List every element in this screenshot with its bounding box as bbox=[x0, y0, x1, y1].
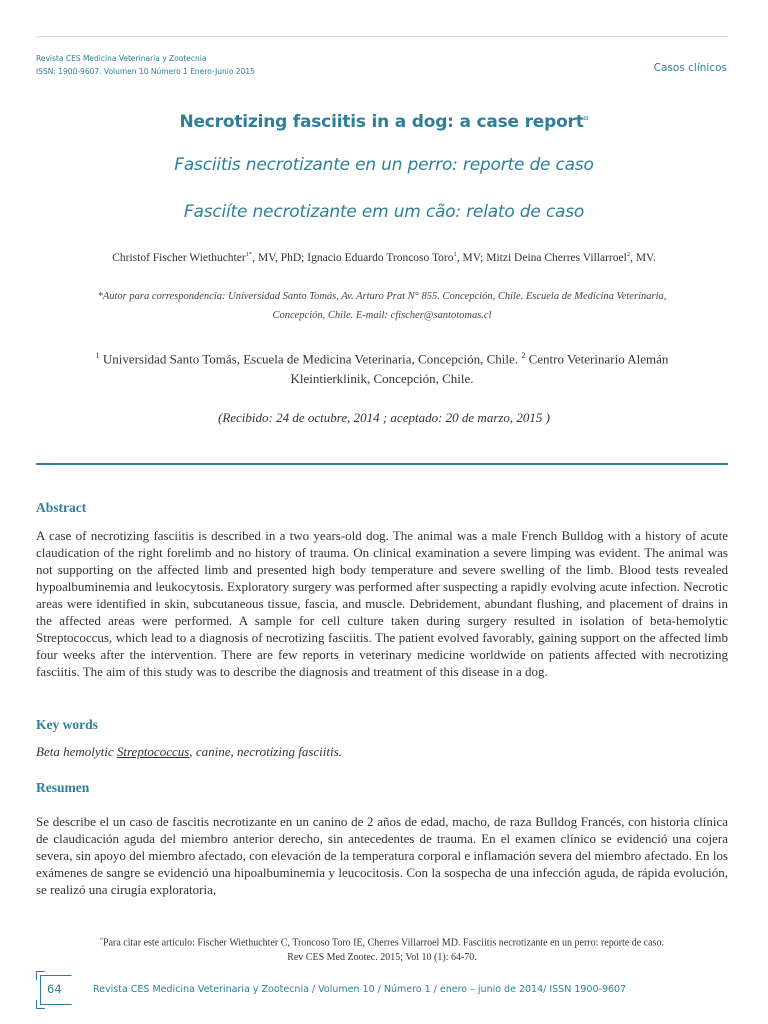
keyword-text: , canine, necrotizing fasciitis. bbox=[189, 744, 342, 759]
resumen-heading: Resumen bbox=[36, 780, 90, 795]
citation-mark: ¤ bbox=[100, 937, 104, 943]
citation-text: Para citar este artículo: Fischer Wiethuchter C, Troncoso Toro IE, Cherres Villarroel MD. Fasciitis necrotizante en un perro: reporte de caso. bbox=[103, 937, 664, 949]
page-number: 64 bbox=[47, 982, 62, 996]
header-rule bbox=[36, 36, 728, 37]
author-name: Christof Fischer Wiethuchter bbox=[112, 251, 246, 264]
affiliations bbox=[36, 346, 728, 389]
citation-note bbox=[36, 933, 728, 965]
affil-mark: 2 bbox=[521, 351, 526, 360]
affiliation-text: Universidad Santo Tomás, Escuela de Medicina Veterinaria, Concepción, Chile. bbox=[99, 351, 522, 367]
author-affil-mark: 1* bbox=[245, 251, 253, 258]
keywords-list bbox=[36, 744, 728, 760]
author-degree: , MV. bbox=[630, 251, 656, 264]
author-degree: , MV, PhD; bbox=[252, 251, 308, 264]
author-list bbox=[0, 251, 768, 264]
section-divider bbox=[36, 463, 728, 465]
journal-issn: ISSN: 1900-9607. Volumen 10 Número 1 Enero-Junio 2015 bbox=[36, 67, 255, 76]
citation-line: Rev CES Med Zootec. 2015; Vol 10 (1): 64-70. bbox=[287, 952, 477, 964]
affiliation-line: Kleintierklinik, Concepción, Chile. bbox=[290, 371, 474, 387]
affiliation-text: Centro Veterinario Alemán bbox=[525, 351, 669, 367]
author-degree: , MV; bbox=[456, 251, 487, 264]
title-english bbox=[0, 112, 768, 132]
abstract-body: A case of necrotizing fasciitis is described in a two years-old dog. The animal was a male French Bulldog with a history of acute claudication of the right forelimb and no history of trauma. On clinical examination a severe limping was evident. The animal was not supporting on the affected limb and presented high body temperature and severe swelling of the limb. Blood tests revealed hypoalbuminemia and leukocytosis. Exploratory surgery was performed after suspecting a rapidly evolving acute infection. Necrotic areas were identified in skin, subcutaneous tissue, fascia, and muscle. Debridement, abundant flushing, and placement of drains in the affected areas were performed. A sample for cell culture taken during surgery resulted in isolation of beta-hemolytic Streptococcus, which lead to a diagnosis of necrotizing fasciitis. The patient evolved favorably, gaining support on the affected limb four weeks after the intervention. There are few reports in veterinary medicine worldwide on patients affected with necrotizing fasciitis. The aim of this study was to describe the diagnosis and treatment of this disease in a dog. bbox=[36, 528, 728, 679]
keywords-heading: Key words bbox=[36, 717, 98, 732]
journal-header bbox=[36, 52, 255, 78]
title-portuguese: Fasciíte necrotizante em um cão: relato de caso bbox=[183, 202, 585, 222]
title-footnote-mark: ¤ bbox=[583, 113, 589, 123]
affiliation-line bbox=[36, 346, 728, 369]
abstract-heading: Abstract bbox=[36, 500, 87, 515]
title-spanish: Fasciitis necrotizante en un perro: reporte de caso bbox=[174, 155, 594, 175]
author-name: Ignacio Eduardo Troncoso Toro bbox=[307, 251, 454, 264]
footer-journal: Revista CES Medicina Veterinaria y Zootecnia / Volumen 10 / Número 1 / enero – junio de 2014/ ISSN 1900-9607 bbox=[93, 984, 627, 995]
journal-name: Revista CES Medicina Veterinaria y Zootecnia bbox=[36, 54, 207, 63]
author-name: Mitzi Deina Cherres Villarroel bbox=[486, 251, 627, 264]
author-affil-mark: 1 bbox=[453, 251, 457, 258]
citation-line bbox=[36, 933, 728, 950]
received-dates: (Recibido: 24 de octubre, 2014 ; aceptado: 20 de marzo, 2015 ) bbox=[217, 410, 551, 425]
keyword-underlined: Streptococcus bbox=[116, 744, 190, 759]
author-affil-mark: 2 bbox=[626, 251, 631, 258]
affil-mark: 1 bbox=[95, 351, 100, 360]
correspondence-line: *Autor para correspondencia: Universidad Santo Tomás, Av. Arturo Prat N° 855. Concepción, Chile. Escuela de Medicina Veterinaria, bbox=[97, 291, 667, 302]
correspondence-line: Concepción, Chile. E-mail: cfischer@santotomas.cl bbox=[272, 310, 492, 321]
resumen-body: Se describe el un caso de fascitis necrotizante en un canino de 2 años de edad, macho, de raza Bulldog Francés, con historia clínica de claudicación aguda del miembro anterior derecho, sin antecedentes de trauma. En el examen clínico se evidenció una cojera severa, sin apoyo del miembro afectado, con elevación de la temperatura corporal e inflamación severa del miembro afectado. En los exámenes de sangre se evidenció una hipoalbuminemia y leucocitosis. Con la sospecha de una infección aguda, de rápida evolución, se realizó una cirugía exploratoria, bbox=[36, 814, 728, 897]
keyword-text: Beta hemolytic bbox=[36, 744, 117, 759]
section-label: Casos clínicos bbox=[653, 62, 727, 74]
correspondence-note bbox=[36, 287, 728, 325]
title-english-text: Necrotizing fasciitis in a dog: a case report bbox=[179, 112, 584, 132]
